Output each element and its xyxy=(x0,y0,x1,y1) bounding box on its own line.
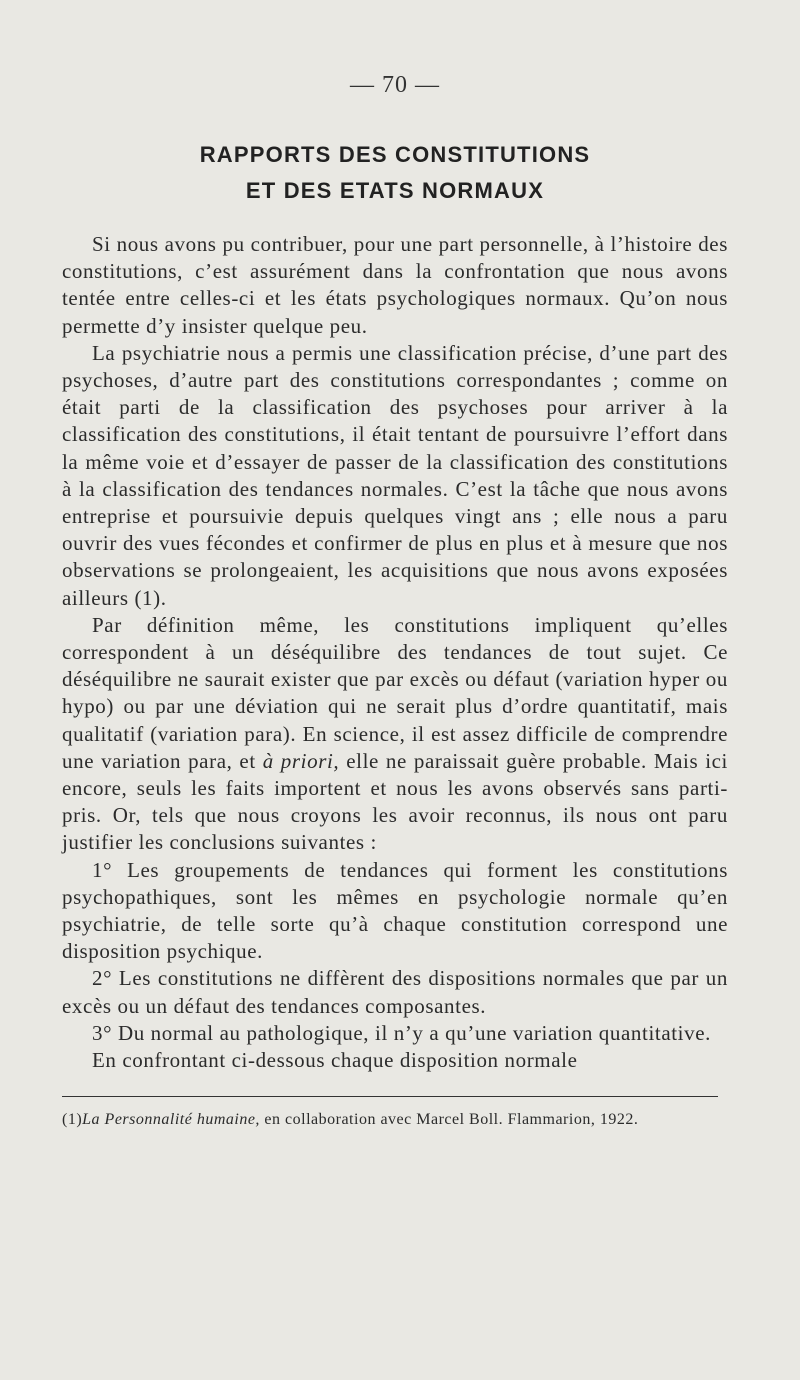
paragraph-3-italic: à priori, xyxy=(262,748,340,773)
footnote-marker: (1) xyxy=(62,1111,83,1129)
footnote-text: en collaboration avec Marcel Boll. Flammarion, 1922. xyxy=(259,1111,639,1129)
conclusion-2: 2° Les constitutions ne diffèrent des dispositions normales que par un excès ou un défaut des tendances composantes. xyxy=(62,966,728,1018)
paragraph-3-part-2: elle ne paraissait guère probable. Mais ici encore, seuls les faits importent et nous les avons observés sans parti-pris. Or, tels que nous croyons les avoir reconnus, ils nous ont paru justifier les conclusions suivantes : xyxy=(62,748,728,855)
paragraph-3 xyxy=(62,612,728,857)
paragraph-2: La psychiatrie nous a permis une classification précise, d’une part des psychoses, d’autre part des constitutions correspondantes ; comme on était parti de la classification des psychoses pour arriver à la classification des constitutions, il était tentant de poursuivre l’effort dans la même voie et d’essayer de passer de la classification des constitutions à la classification des tendances normales. C’est la tâche que nous avons entreprise et poursuivie depuis quelques vingt ans ; elle nous a paru ouvrir des vues fécondes et confirmer de plus en plus et à mesure que nos observations se prolongeaient, les acquisitions que nous avons exposées ailleurs (1). xyxy=(62,340,728,610)
book-page xyxy=(62,72,728,1130)
paragraph-3-part-1: Par définition même, les constitutions impliquent qu’elles correspondent à un déséquilibre des tendances de tout sujet. Ce déséquilibre ne saurait exister que par excès ou défaut (variation hyper ou hypo) ou par une déviation qui ne serait plus d’ordre quantitatif, mais qualitatif (variation para). En science, il est assez difficile de comprendre une variation para, et xyxy=(62,612,728,773)
paragraph-last: En confrontant ci-dessous chaque disposition normale xyxy=(92,1048,578,1073)
chapter-title-line-2: ET DES ETATS NORMAUX xyxy=(245,178,545,203)
body-text xyxy=(62,231,728,1074)
footnote-divider xyxy=(62,1096,718,1097)
footnote-title: La Personnalité humaine, xyxy=(82,1111,260,1129)
chapter-title xyxy=(62,137,728,209)
footnote xyxy=(62,1110,728,1130)
conclusion-3: 3° Du normal au pathologique, il n’y a qu’une variation quantitative. xyxy=(92,1020,711,1045)
page-number: — 70 — xyxy=(350,72,440,98)
paragraph-1: Si nous avons pu contribuer, pour une part personnelle, à l’histoire des constitutions, c’est assurément dans la confrontation que nous avons tentée entre celles-ci et les états psychologiques normaux. Qu’on nous permette d’y insister quelque peu. xyxy=(62,232,728,338)
conclusion-1: 1° Les groupements de tendances qui forment les constitutions psychopathiques, sont les mêmes en psychologie normale qu’en psychiatrie, de telle sorte qu’à chaque constitution correspond une disposition psychique. xyxy=(62,857,728,964)
chapter-title-line-1: RAPPORTS DES CONSTITUTIONS xyxy=(199,142,591,167)
